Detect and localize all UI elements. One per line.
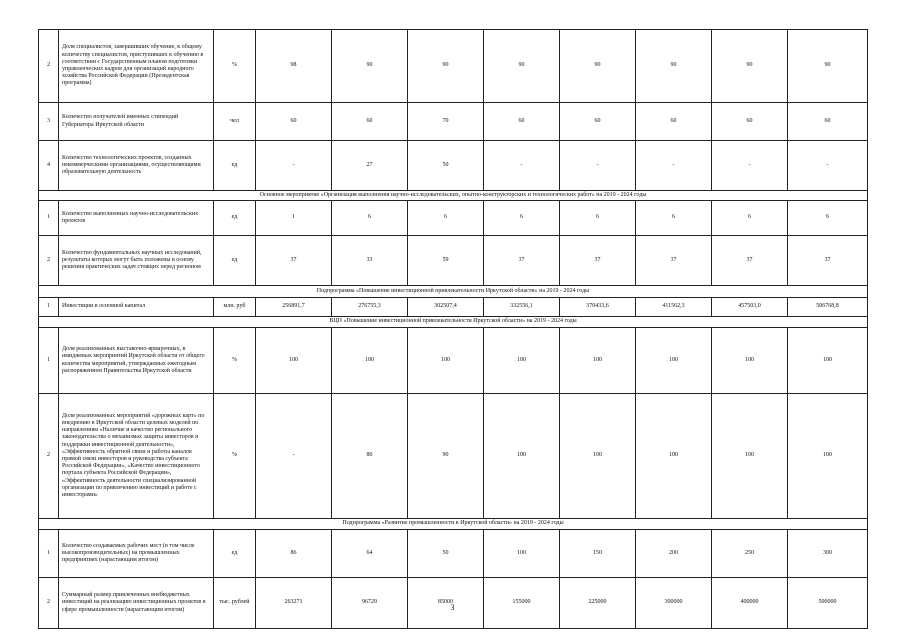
indicator-value: 276755,3 [332, 298, 408, 317]
table-row [39, 328, 868, 394]
indicator-value: 100 [332, 328, 408, 394]
indicator-value: 96729 [332, 578, 408, 629]
indicator-value: 33 [332, 236, 408, 286]
indicator-value: 6 [560, 201, 636, 236]
section-title: Подпрограмма «Развитие промышленности в Иркутской области» на 2019 - 2024 годы [39, 519, 868, 530]
row-number: 2 [39, 394, 59, 519]
indicator-value: 100 [712, 394, 788, 519]
indicator-value: 59 [408, 236, 484, 286]
indicator-value: 155000 [484, 578, 560, 629]
indicator-value: 370433,6 [560, 298, 636, 317]
page-number: 3 [450, 603, 455, 612]
table-row [39, 103, 868, 141]
indicator-name: Количество технологических проектов, созданных некоммерческими организациями, осуществляющими образовательную деятельность [59, 141, 214, 191]
indicator-name: Доля специалистов, завершивших обучение, к общему количеству специалистов, приступивших к обучению в соответствии с Государственным планом подготовки управленческих кадров для организаций народного хозяйства Российской Федерации (Президентская программа) [59, 30, 214, 103]
indicator-value: 225000 [560, 578, 636, 629]
unit-of-measure: ед [214, 236, 256, 286]
indicator-value: 100 [484, 530, 560, 578]
indicator-value: 100 [636, 394, 712, 519]
indicator-value: 457503,0 [712, 298, 788, 317]
indicator-value: 37 [636, 236, 712, 286]
indicator-name: Количество получателей именных стипендий Губернатора Иркутской области [59, 103, 214, 141]
indicator-value: 60 [712, 103, 788, 141]
indicator-value: 60 [788, 103, 868, 141]
unit-of-measure: ед [214, 141, 256, 191]
indicator-value: 411562,3 [636, 298, 712, 317]
section-title: Основное мероприятие «Организация выполнения научно-исследовательских, опытно-конструкторских и технологических работ» на 2019 - 2024 годы [39, 191, 868, 201]
section-title: ВЦП «Повышение инвестиционной привлекательности Иркутской области» на 2019 - 2024 годы [39, 317, 868, 328]
unit-of-measure: ед [214, 201, 256, 236]
indicator-value: 90 [788, 30, 868, 103]
indicator-value: - [560, 141, 636, 191]
indicator-value: 302507,4 [408, 298, 484, 317]
row-number: 1 [39, 201, 59, 236]
indicator-value: 6 [712, 201, 788, 236]
indicator-value: 100 [560, 328, 636, 394]
indicator-value: 332556,1 [484, 298, 560, 317]
indicator-value: 100 [788, 328, 868, 394]
indicator-value: 60 [560, 103, 636, 141]
indicator-value: 100 [256, 328, 332, 394]
indicator-value: 400000 [712, 578, 788, 629]
indicator-value: 98 [256, 30, 332, 103]
section-header-row [39, 519, 868, 530]
unit-of-measure: % [214, 328, 256, 394]
row-number: 1 [39, 328, 59, 394]
indicator-value: 70 [408, 103, 484, 141]
indicator-value: 60 [484, 103, 560, 141]
indicator-value: 90 [712, 30, 788, 103]
indicator-value: 50 [408, 530, 484, 578]
table-body [39, 30, 868, 629]
indicator-value: - [256, 141, 332, 191]
indicator-value: 100 [712, 328, 788, 394]
indicator-name: Доля реализованных мероприятий «дорожных карт» по внедрению в Иркутской области целевых моделей по направлениям «Наличие и качество регионального законодательства о механизмах защиты инвесторов и поддержки инвестиционной деятельности», «Эффективность обратной связи и работы каналов прямой связи инвесторов и руководства субъекта Российской Федерации», «Качество инвестиционного портала субъекта Российской Федерации», «Эффективность деятельности специализированной организации по привлечению инвестиций и работе с инвесторами» [59, 394, 214, 519]
indicator-value: 90 [636, 30, 712, 103]
row-number: 4 [39, 141, 59, 191]
indicator-value: 80 [332, 394, 408, 519]
indicator-value: 100 [560, 394, 636, 519]
indicator-value: 200 [636, 530, 712, 578]
unit-of-measure: тыс. рублей [214, 578, 256, 629]
indicator-name: Количество создаваемых рабочих мест (в том числе высокопроизводительных) на промышленных предприятиях (нарастающим итогом) [59, 530, 214, 578]
indicator-value: 60 [256, 103, 332, 141]
indicator-value: 64 [332, 530, 408, 578]
indicator-value: - [256, 394, 332, 519]
unit-of-measure: млн. руб [214, 298, 256, 317]
table-row [39, 141, 868, 191]
indicator-value: - [484, 141, 560, 191]
indicator-value: 300000 [636, 578, 712, 629]
indicator-value: 37 [712, 236, 788, 286]
indicator-value: 100 [788, 394, 868, 519]
indicators-table [38, 29, 868, 629]
indicator-value: 6 [636, 201, 712, 236]
indicator-value: 37 [256, 236, 332, 286]
indicator-value: 263271 [256, 578, 332, 629]
indicator-value: - [788, 141, 868, 191]
row-number: 1 [39, 530, 59, 578]
indicator-value: 250 [712, 530, 788, 578]
unit-of-measure: % [214, 30, 256, 103]
indicator-value: 6 [408, 201, 484, 236]
section-header-row [39, 317, 868, 328]
indicator-value: 256891,7 [256, 298, 332, 317]
section-header-row [39, 286, 868, 298]
indicator-value: 60 [332, 103, 408, 141]
indicator-value: 90 [332, 30, 408, 103]
row-number: 2 [39, 578, 59, 629]
indicator-value: 6 [332, 201, 408, 236]
indicator-value: 100 [484, 394, 560, 519]
table-row [39, 236, 868, 286]
indicator-value: 50 [408, 141, 484, 191]
row-number: 1 [39, 298, 59, 317]
indicator-value: - [712, 141, 788, 191]
indicator-value: 60 [636, 103, 712, 141]
table-row [39, 530, 868, 578]
indicator-name: Доля реализованных выставочно-ярмарочных, в имиджевых мероприятий Иркутской области от общего количества мероприятий, утверждаемых ежегодным распоряжением Правительства Иркутской области [59, 328, 214, 394]
row-number: 2 [39, 236, 59, 286]
indicator-value: 37 [788, 236, 868, 286]
indicator-value: 6 [788, 201, 868, 236]
indicator-value: 90 [408, 30, 484, 103]
row-number: 3 [39, 103, 59, 141]
table-row [39, 201, 868, 236]
table-row [39, 298, 868, 317]
indicator-value: 300 [788, 530, 868, 578]
row-number: 2 [39, 30, 59, 103]
indicator-value: 500000 [788, 578, 868, 629]
indicator-value: 90 [560, 30, 636, 103]
indicator-name: Количество выполненных научно-исследовательских проектов [59, 201, 214, 236]
unit-of-measure: ед [214, 530, 256, 578]
indicator-value: 100 [636, 328, 712, 394]
unit-of-measure: чел [214, 103, 256, 141]
unit-of-measure: % [214, 394, 256, 519]
indicator-name: Количество фундаментальных научных исследований, результаты которых могут быть положены в основу решения практических задач стоящих перед регионом [59, 236, 214, 286]
indicator-value: - [636, 141, 712, 191]
table-row [39, 394, 868, 519]
indicator-value: 85000 [408, 578, 484, 629]
indicator-value: 100 [484, 328, 560, 394]
indicator-name: Инвестиции в основной капитал [59, 298, 214, 317]
indicator-value: 37 [560, 236, 636, 286]
indicator-value: 37 [484, 236, 560, 286]
indicator-value: 1 [256, 201, 332, 236]
indicator-value: 90 [408, 394, 484, 519]
indicator-value: 150 [560, 530, 636, 578]
indicator-value: 86 [256, 530, 332, 578]
section-header-row [39, 191, 868, 201]
indicator-value: 27 [332, 141, 408, 191]
indicator-value: 6 [484, 201, 560, 236]
section-title: Подпрограмма «Повышение инвестиционной привлекательности Иркутской области» на 2019 - 2024 годы [39, 286, 868, 298]
indicator-value: 100 [408, 328, 484, 394]
table-row [39, 30, 868, 103]
indicator-value: 90 [484, 30, 560, 103]
indicator-name: Суммарный размер привлеченных внебюджетных инвестиций на реализацию инвестиционных проектов в сфере промышленности (нарастающим итогом) [59, 578, 214, 629]
indicator-value: 506768,8 [788, 298, 868, 317]
